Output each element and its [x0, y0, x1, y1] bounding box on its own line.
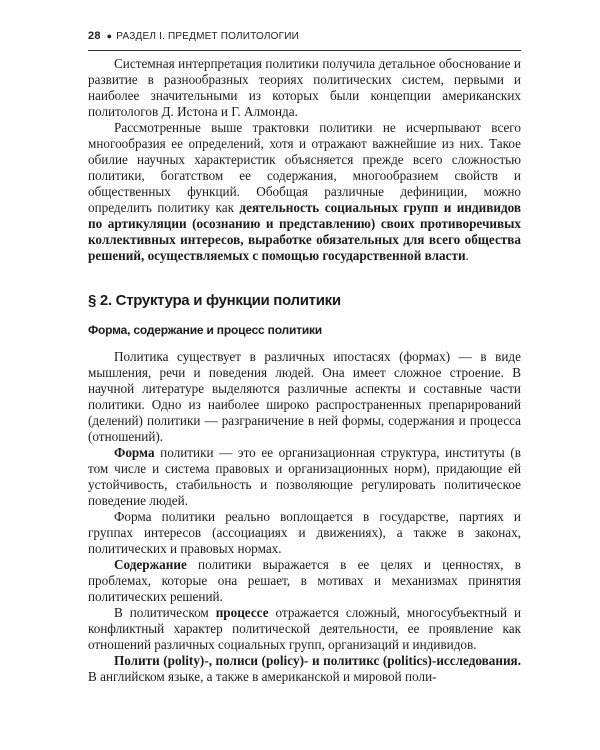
term-polity-policy-politics: Полити (polity)-, полиси (policy)- и политикс (politics)-исследования.	[114, 653, 521, 668]
term-content: Содержание	[114, 557, 187, 572]
paragraph: Рассмотренные выше трактовки политики не исчерпывают всего многообразия ее определений, хотя и отражают важнейшие из них. Такое обилие научных характеристик объясняется прежде всего сложностью политики, богатством ее содержания, многообразием свойств и общественных функций. Обобщая различные дефиниции, можно определить политику как деятельность социальных групп и индивидов по артикуляции (осознанию и представлению) своих противоречивых коллективных интересов, выработке обязательных для всего общества решений, осуществляемых с помощью государственной власти.	[88, 120, 521, 263]
paragraph: Форма политики — это ее организационная структура, институты (в том числе и система правовых и организационных норм), придающие ей устойчивость, стабильность и позволяющие регулировать политическое поведение людей.	[88, 445, 521, 508]
bullet-icon: ●	[106, 31, 113, 41]
subsection-heading: Форма, содержание и процесс политики	[88, 323, 322, 337]
page-number: 28	[88, 30, 101, 42]
paragraph: Политика существует в различных ипостасях (формах) — в виде мышления, речи и поведения людей. Она имеет сложное строение. В научной литературе выделяются различные аспекты и составные части политики. Одно из наиболее широко распространенных препарирований (делений) политики — разграничение в ней формы, содержания и процесса (отношений).	[88, 349, 521, 444]
paragraph: В политическом процессе отражается сложный, многосубъектный и конфликтный характер политической деятельности, ее проявление как отношений различных социальных групп, организаций и индивидов.	[88, 605, 521, 652]
running-header	[88, 30, 521, 51]
paragraph: Полити (polity)-, полиси (policy)- и политикс (politics)-исследования. В английском языке, а также в американской и мировой поли-	[88, 653, 521, 684]
section-title: РАЗДЕЛ I. ПРЕДМЕТ ПОЛИТОЛОГИИ	[116, 31, 300, 42]
paragraph: Форма политики реально воплощается в государстве, партиях и группах интересов (ассоциациях и движениях), а также в законах, политических и правовых нормах.	[88, 509, 521, 556]
bold-definition: деятельность социальных групп и индивидов по артикуляции (осознанию и представлению) своих противоречивых коллективных интересов, выработке обязательных для всего общества решений, осуществляемых с помощью государственной власти	[88, 200, 521, 263]
page-body	[88, 56, 521, 685]
term-form: Форма	[114, 445, 155, 460]
paragraph: Системная интерпретация политики получила детальное обоснование и развитие в разнообразных теориях политических систем, первыми и наиболее значительными из которых были концепции американских политологов Д. Истона и Г. Алмонда.	[88, 56, 521, 119]
paragraph: Содержание политики выражается в ее целях и ценностях, в проблемах, которые она решает, в мотивах и механизмах принятия политических решений.	[88, 557, 521, 604]
term-process: процессе	[215, 605, 269, 620]
section-heading: § 2. Структура и функции политики	[88, 292, 341, 309]
